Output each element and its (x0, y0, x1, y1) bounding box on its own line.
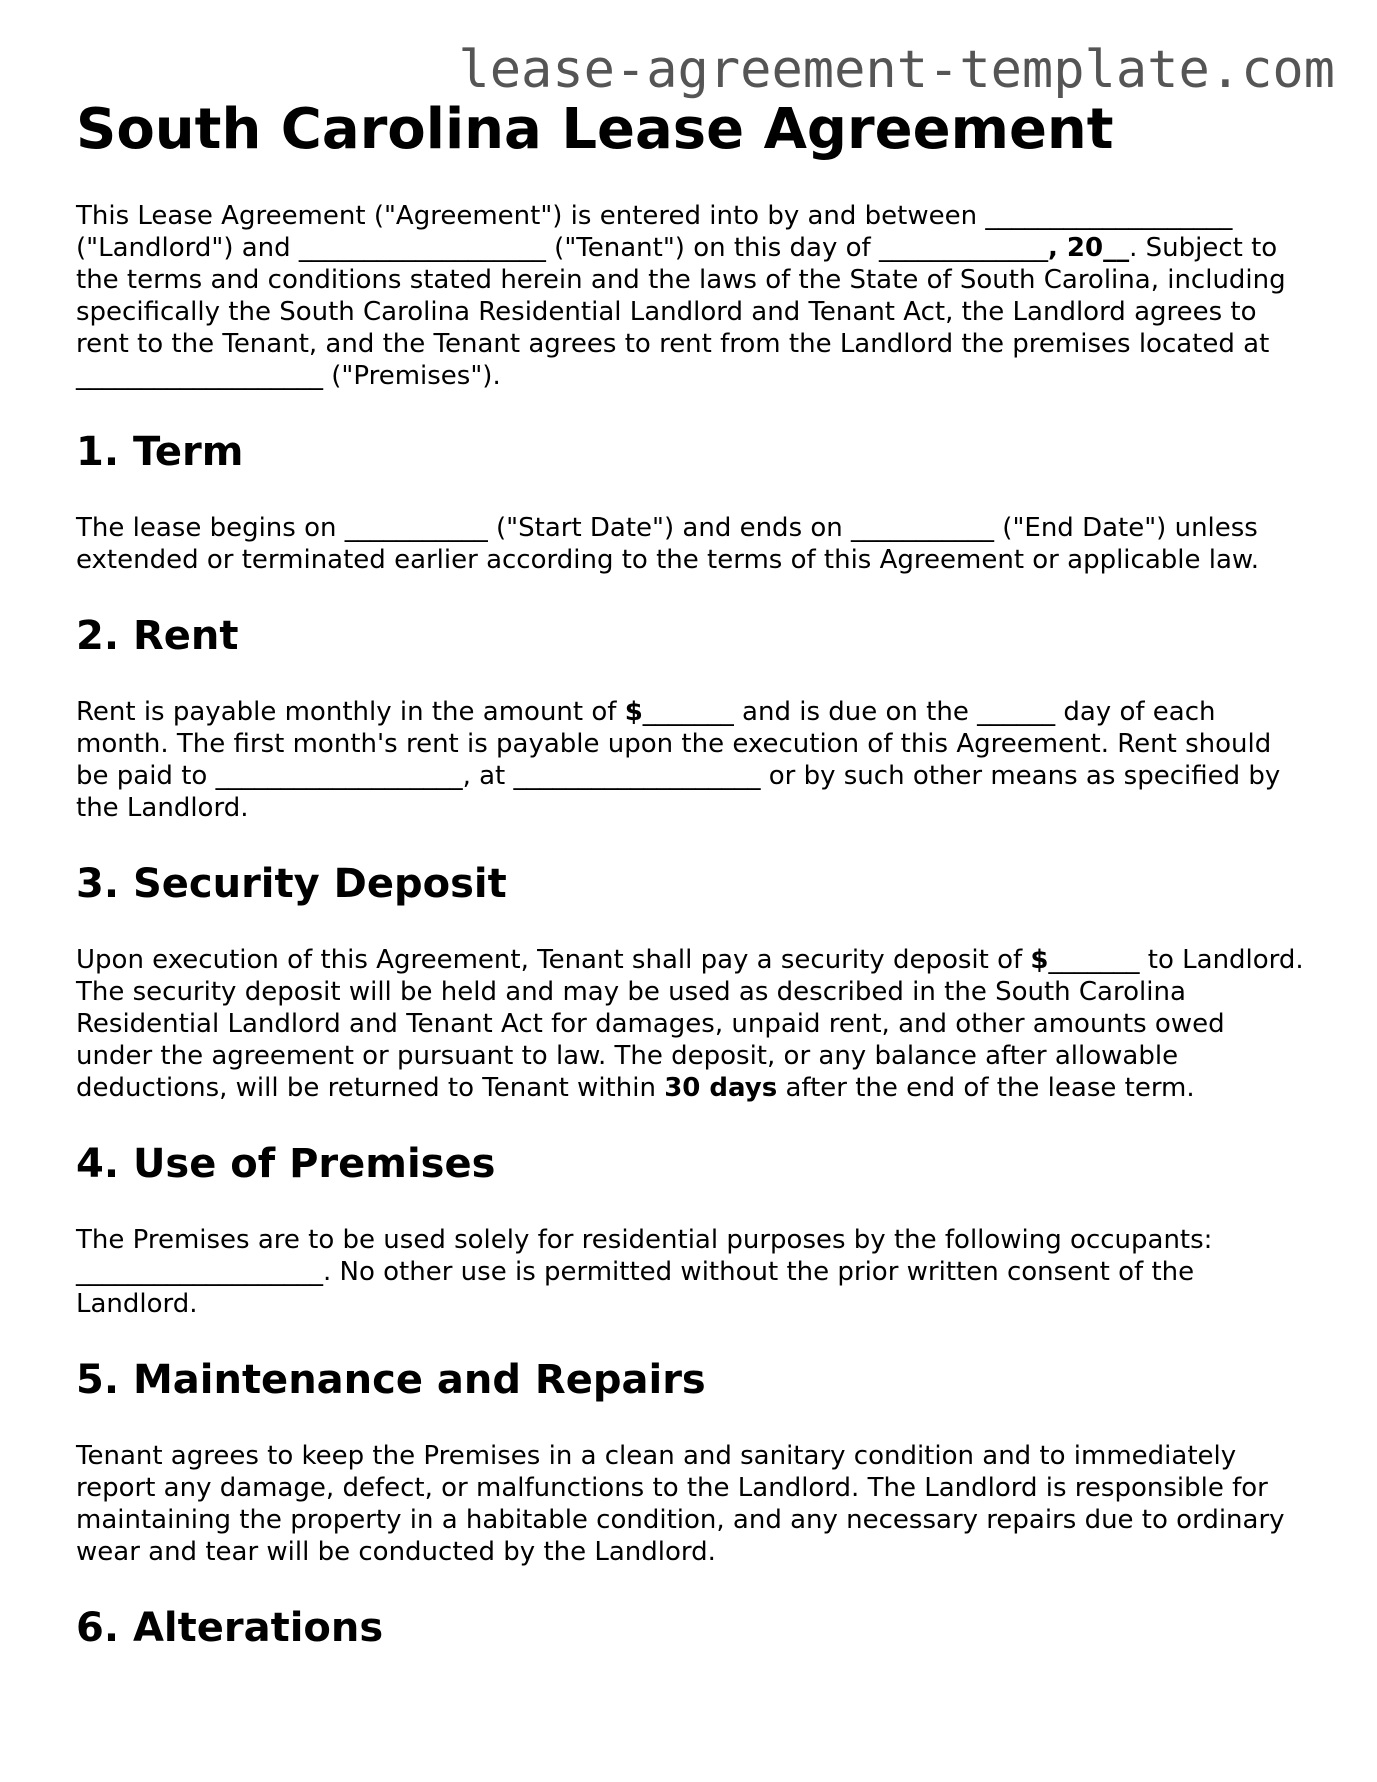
security-deposit-paragraph (76, 944, 1306, 1104)
section-heading-security-deposit: 3. Security Deposit (76, 861, 507, 907)
use-text-1: The Premises are to be used solely for residential purposes by the following occupants: (76, 1225, 1213, 1255)
rent-payment-location-blank: ___________________ (513, 761, 761, 791)
document-page (76, 97, 1306, 1688)
term-text-3: ("End Date") unless extended or terminated earlier according to the terms of this Agreement or applicable law. (76, 513, 1260, 575)
intro-text-4: . Subject to the terms and conditions stated herein and the laws of the State of South Carolina, including specifically the South Carolina Residential Landlord and Tenant Act, the Landlord agrees to rent to the Tenant, and the Tenant agrees to rent from the Landlord the premises located at (76, 233, 1286, 359)
section-heading-term: 1. Term (76, 429, 244, 475)
term-text-2: ("Start Date") and ends on (487, 513, 852, 543)
intro-text-3: ("Tenant") on this day of (545, 233, 879, 263)
deposit-text-1: Upon execution of this Agreement, Tenant shall pay a security deposit of (76, 945, 1031, 975)
occupants-blank: ___________________ (76, 1257, 323, 1287)
deposit-return-days: 30 days (664, 1073, 778, 1103)
use-text-2: . No other use is permitted without the prior written consent of the Landlord. (76, 1257, 1195, 1319)
term-paragraph (76, 512, 1306, 576)
intro-text-2: ("Landlord") and (76, 233, 299, 263)
intro-text-5: ("Premises"). (323, 361, 501, 391)
section-heading-alterations: 6. Alterations (76, 1605, 384, 1651)
agreement-day-blank: _____________ (878, 233, 1048, 263)
intro-text-1: This Lease Agreement ("Agreement") is entered into by and between (76, 201, 986, 231)
end-date-blank: ___________ (851, 513, 995, 543)
tenant-name-blank: ___________________ (298, 233, 546, 263)
start-date-blank: ___________ (344, 513, 488, 543)
rent-text-4: , at (462, 761, 514, 791)
section-heading-rent: 2. Rent (76, 613, 239, 659)
deposit-amount-blank: _______ (1048, 945, 1140, 975)
deposit-text-2: to Landlord. The security deposit will be held and may be used as described in the South Carolina Residential Landlord and Tenant Act for damages, unpaid rent, and other amounts owed under the agreement or pursuant to law. The deposit, or any balance after allowable deductions, will be returned to Tenant within (76, 945, 1304, 1103)
section-heading-use-of-premises: 4. Use of Premises (76, 1141, 496, 1187)
agreement-year-blank: , 20__ (1047, 233, 1130, 263)
intro-paragraph (76, 200, 1306, 392)
rent-payee-blank: ___________________ (215, 761, 463, 791)
rent-amount-blank: _______ (642, 697, 734, 727)
landlord-name-blank: ___________________ (985, 201, 1233, 231)
rent-paragraph (76, 696, 1306, 824)
rent-text-1: Rent is payable monthly in the amount of (76, 697, 625, 727)
section-heading-maintenance: 5. Maintenance and Repairs (76, 1357, 706, 1403)
maintenance-paragraph: Tenant agrees to keep the Premises in a clean and sanitary condition and to immediately report any damage, defect, or malfunctions to the Landlord. The Landlord is responsible for maintaining the property in a habitable condition, and any necessary repairs due to ordinary wear and tear will be conducted by the Landlord. (76, 1441, 1285, 1567)
term-text-1: The lease begins on (76, 513, 345, 543)
deposit-dollar-sign: $ (1030, 945, 1049, 975)
rent-dollar-sign: $ (624, 697, 643, 727)
rent-text-5: or by such other means as specified by the Landlord. (76, 761, 1281, 823)
use-of-premises-paragraph (76, 1224, 1306, 1320)
deposit-text-3: after the end of the lease term. (777, 1073, 1195, 1103)
premises-address-blank: ___________________ (76, 361, 323, 391)
rent-text-2: and is due on the (733, 697, 978, 727)
document-title: South Carolina Lease Agreement (76, 97, 1114, 162)
watermark-site-url: lease-agreement-template.com (458, 40, 1335, 100)
rent-text-3: day of each month. The first month's rent is payable upon the execution of this Agreement. Rent should be paid to (76, 697, 1272, 791)
rent-due-day-blank: ______ (977, 697, 1056, 727)
